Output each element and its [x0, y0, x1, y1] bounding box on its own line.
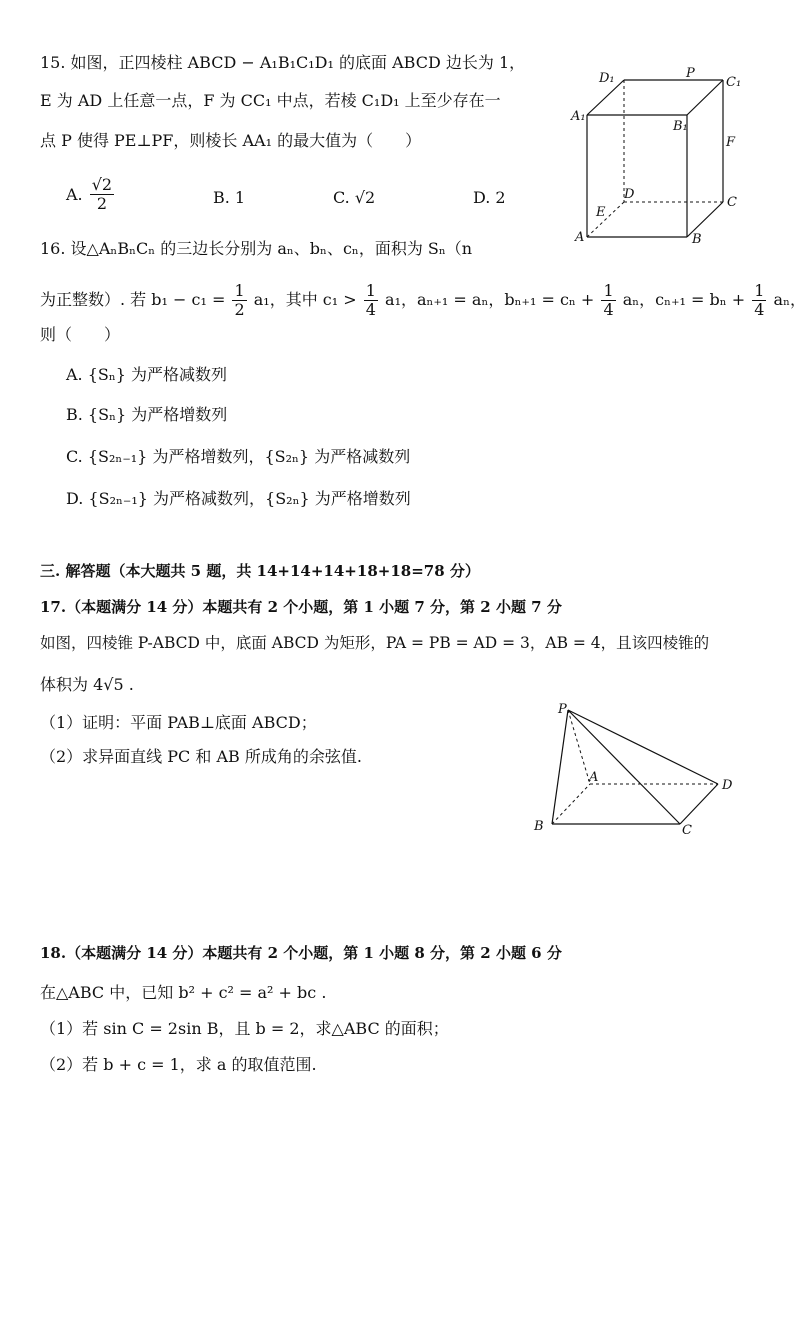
q18-part-1: （1）若 sin C = 2sin B，且 b = 2，求△ABC 的面积；: [40, 1019, 449, 1038]
q16-line-1: 16. 设△AₙBₙCₙ 的三边长分别为 aₙ、bₙ、cₙ，面积为 Sₙ（n: [40, 239, 473, 258]
q16-line-2-e: aₙ，: [773, 290, 806, 309]
label-P: P: [686, 66, 695, 81]
q15-option-d: D. 2: [473, 188, 506, 207]
q15-option-a-numerator: √2: [91, 175, 113, 194]
q17-line-1: 如图，四棱锥 P-ABCD 中，底面 ABCD 为矩形，PA = PB = AD = 3，AB = 4，且该四棱锥的: [40, 634, 710, 652]
label-C: C: [727, 195, 737, 210]
q16-frac-1: [232, 282, 246, 319]
label-B: B: [692, 232, 702, 247]
q16-frac-4-den: 4: [754, 300, 765, 319]
q18-line-1: 在△ABC 中，已知 b² + c² = a² + bc .: [40, 983, 327, 1002]
q16-frac-2-num: 1: [365, 281, 376, 300]
q16-frac-2: [364, 282, 378, 319]
q17-heading: 17.（本题满分 14 分）本题共有 2 个小题，第 1 小题 7 分，第 2 小题 7 分: [40, 598, 562, 616]
q16-line-2-c: a₁，aₙ₊₁ = aₙ，bₙ₊₁ = cₙ +: [385, 290, 595, 309]
q16-frac-1-den: 2: [234, 300, 245, 319]
q17-part-1: （1）证明：平面 PAB⊥底面 ABCD；: [40, 713, 317, 732]
label-A: A: [575, 230, 585, 245]
q16-line-2: [40, 280, 806, 320]
q15-option-b: B. 1: [213, 188, 246, 207]
q16-line-2-b: a₁，其中 c₁ >: [253, 290, 357, 309]
q15-option-c: C. √2: [333, 188, 376, 207]
prism-figure: [560, 60, 750, 250]
label-C1: C₁: [726, 75, 742, 90]
q16-line-2-d: aₙ，cₙ₊₁ = bₙ +: [622, 290, 746, 309]
label-B1: B₁: [673, 119, 688, 134]
q16-frac-4: [752, 282, 766, 319]
q18-part-2: （2）若 b + c = 1，求 a 的取值范围.: [40, 1055, 317, 1074]
q16-frac-4-num: 1: [754, 281, 765, 300]
q16-line-2-a: 为正整数）. 若 b₁ − c₁ =: [40, 290, 226, 309]
label-A1: A₁: [571, 109, 586, 124]
label-F: F: [726, 135, 736, 150]
q15-option-a-denominator: 2: [96, 194, 108, 213]
label-B2: B: [534, 819, 544, 834]
label-E: E: [596, 205, 606, 220]
q18-heading: 18.（本题满分 14 分）本题共有 2 个小题，第 1 小题 8 分，第 2 小题 6 分: [40, 944, 562, 962]
label-C2: C: [682, 823, 692, 838]
q16-option-c: C. {S₂ₙ₋₁} 为严格增数列，{S₂ₙ} 为严格减数列: [66, 447, 411, 466]
label-A2: A: [589, 770, 599, 785]
q16-frac-1-num: 1: [234, 281, 245, 300]
q16-frac-2-den: 4: [365, 300, 376, 319]
label-D1: D₁: [599, 71, 615, 86]
q16-frac-3-num: 1: [603, 281, 614, 300]
section-3-heading: 三. 解答题（本大题共 5 题，共 14+14+14+18+18=78 分）: [40, 562, 480, 580]
q15-option-a: [66, 176, 116, 213]
q16-frac-3-den: 4: [603, 300, 614, 319]
q15-option-a-fraction: [90, 176, 114, 213]
label-D2: D: [722, 778, 733, 793]
q15-line-2: E 为 AD 上任意一点，F 为 CC₁ 中点，若棱 C₁D₁ 上至少存在一: [40, 91, 501, 110]
label-P2: P: [558, 702, 567, 717]
q17-line-2: 体积为 4√5 .: [40, 675, 134, 694]
q16-line-3: 则（ ）: [40, 325, 121, 344]
q16-option-d: D. {S₂ₙ₋₁} 为严格减数列，{S₂ₙ} 为严格增数列: [66, 489, 411, 508]
q16-option-b: B. {Sₙ} 为严格增数列: [66, 405, 228, 424]
label-D: D: [624, 187, 635, 202]
q15-line-1: 15. 如图，正四棱柱 ABCD − A₁B₁C₁D₁ 的底面 ABCD 边长为 1，: [40, 53, 526, 72]
q17-part-2: （2）求异面直线 PC 和 AB 所成角的余弦值.: [40, 747, 362, 766]
q16-option-a: A. {Sₙ} 为严格减数列: [66, 365, 228, 384]
pyramid-figure: [525, 695, 750, 845]
q16-frac-3: [601, 282, 615, 319]
q15-line-3: 点 P 使得 PE⊥PF，则棱长 AA₁ 的最大值为（ ）: [40, 131, 422, 150]
q15-option-a-label: A.: [66, 185, 83, 204]
